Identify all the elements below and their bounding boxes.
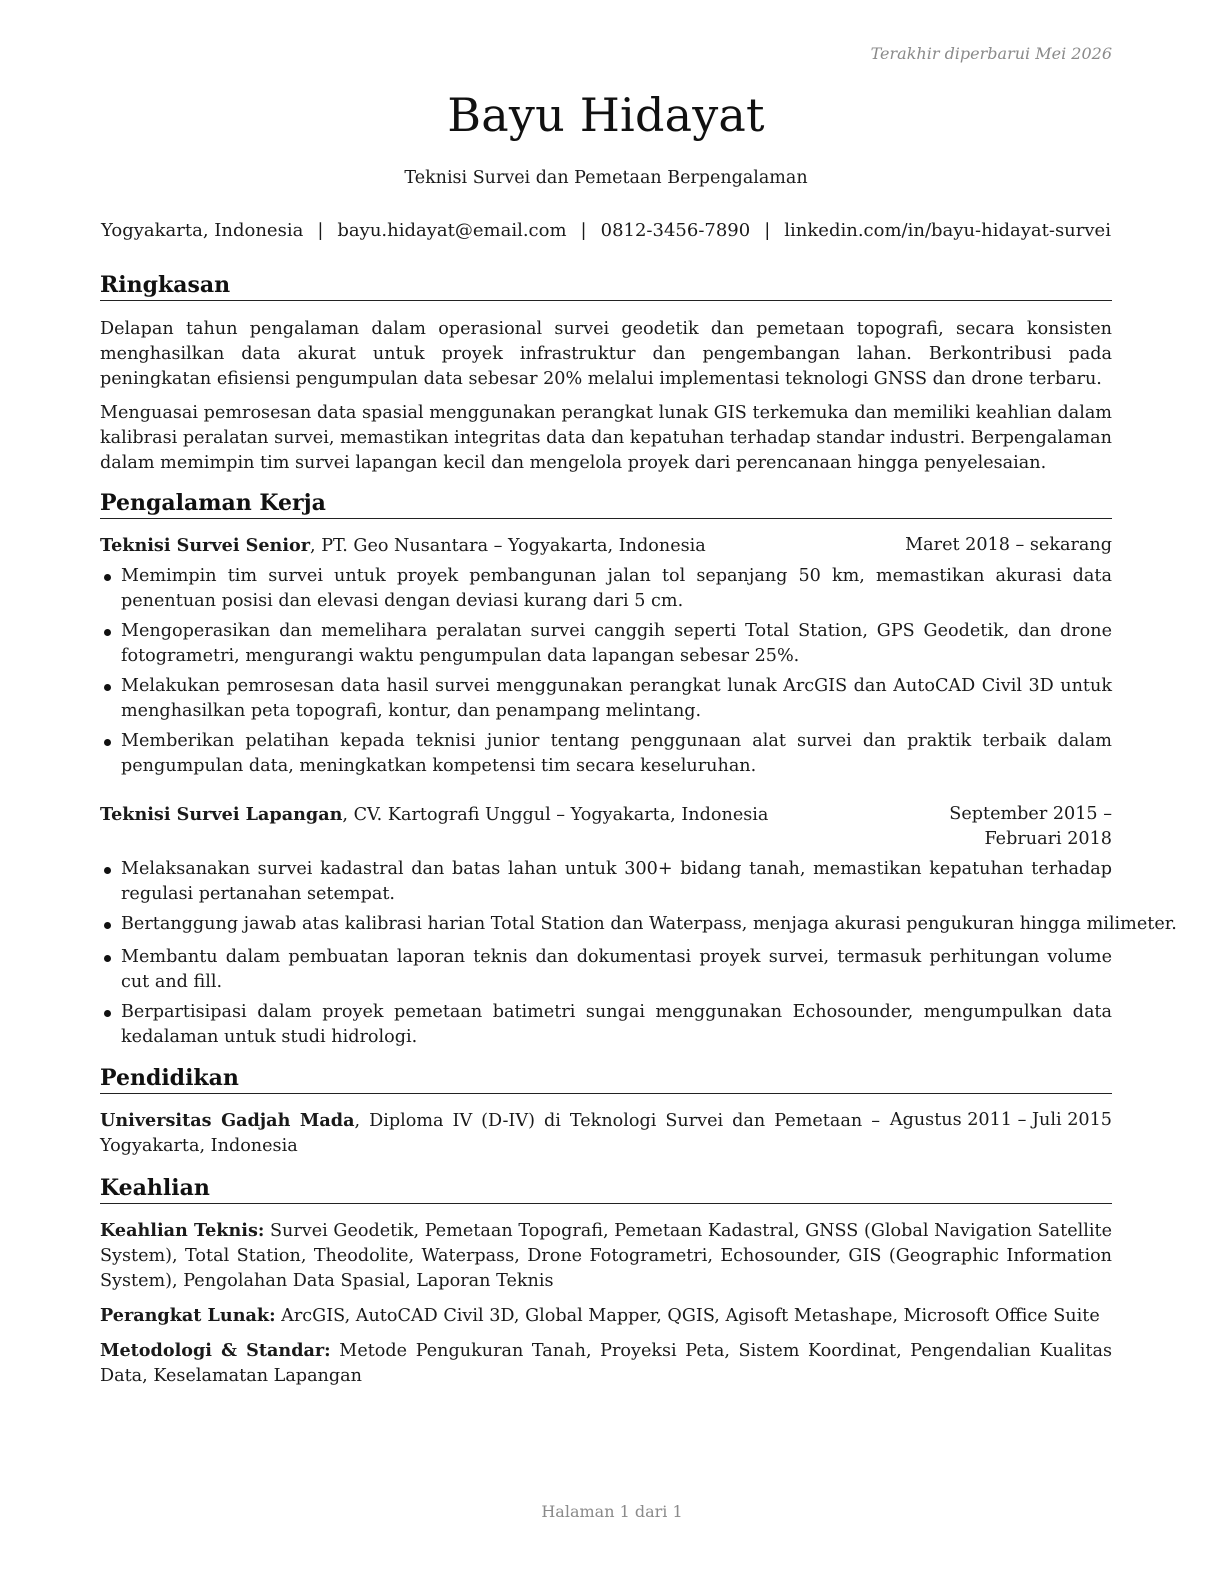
contact-separator: | — [764, 220, 771, 241]
last-updated: Terakhir diperbarui Mei 2026 — [870, 44, 1112, 63]
contact-separator: | — [317, 220, 324, 241]
job-entry — [100, 533, 1112, 779]
job-bullet: Melakukan pemrosesan data hasil survei menggunakan perangkat lunak ArcGIS dan AutoCAD Civil 3D untuk menghasilkan peta topografi, kontur, dan penampang melintang. — [100, 674, 1112, 724]
candidate-tagline: Teknisi Survei dan Pemetaan Berpengalaman — [404, 168, 808, 188]
contact-phone: 0812-3456-7890 — [600, 220, 751, 241]
contact-separator: | — [580, 220, 587, 241]
page-number: Halaman 1 dari 1 — [541, 1502, 683, 1521]
section-title-summary: Ringkasan — [100, 272, 1112, 301]
job-bullet: Memberikan pelatihan kepada teknisi junior tentang penggunaan alat survei dan praktik terbaik dalam pengumpulan data, meningkatkan kompetensi tim secara keseluruhan. — [100, 729, 1112, 779]
section-title-skills: Keahlian — [100, 1175, 1112, 1204]
education-school: Universitas Gadjah Mada — [100, 1110, 355, 1131]
skill-group-text: Survei Geodetik, Pemetaan Topografi, Pemetaan Kadastral, GNSS (Global Navigation Satellite System), Total Station, Theodolite, Waterpass, Drone Fotogrametri, Echosounder, GIS (Geographic Information System), Pengolahan Data Spasial, Laporan Teknis — [100, 1221, 1112, 1291]
skill-group — [100, 1303, 1112, 1329]
job-bullets — [100, 857, 1177, 1050]
job-bullet: Melaksanakan survei kadastral dan batas lahan untuk 300+ bidang tanah, memastikan kepatuhan terhadap regulasi pertanahan setempat. — [100, 857, 1112, 907]
job-company: , CV. Kartografi Unggul – Yogyakarta, Indonesia — [342, 805, 769, 825]
experience-section — [100, 490, 1177, 1050]
job-entry — [100, 802, 1177, 1050]
section-title-education: Pendidikan — [100, 1065, 1112, 1094]
contact-email[interactable]: bayu.hidayat@email.com — [337, 220, 567, 241]
job-header — [100, 533, 1112, 559]
job-header — [100, 802, 1112, 852]
job-bullet: Berpartisipasi dalam proyek pemetaan batimetri sungai menggunakan Echosounder, mengumpulkan data kedalaman untuk studi hidrologi. — [100, 1000, 1112, 1050]
job-bullet: Bertanggung jawab atas kalibrasi harian Total Station dan Waterpass, menjaga akurasi pengukuran hingga milimeter. — [100, 912, 1118, 937]
summary-paragraph: Menguasai pemrosesan data spasial menggunakan perangkat lunak GIS terkemuka dan memiliki keahlian dalam kalibrasi peralatan survei, memastikan integritas data dan kepatuhan terhadap standar industri. Berpengalaman dalam memimpin tim survei lapangan kecil dan mengelola proyek dari perencanaan hingga penyelesaian. — [100, 403, 1112, 473]
job-dates: September 2015 – Februari 2018 — [949, 804, 1112, 849]
job-company: , PT. Geo Nusantara – Yogyakarta, Indonesia — [310, 536, 706, 556]
skill-group-text: Metode Pengukuran Tanah, Proyeksi Peta, Sistem Koordinat, Pengendalian Kualitas Data, Keselamatan Lapangan — [100, 1341, 1112, 1386]
job-bullet: Memimpin tim survei untuk proyek pembangunan jalan tol sepanjang 50 km, memastikan akurasi data penentuan posisi dan elevasi dengan deviasi kurang dari 5 cm. — [100, 564, 1112, 614]
skill-group-label: Metodologi & Standar: — [100, 1340, 331, 1361]
candidate-name: Bayu Hidayat — [447, 88, 765, 142]
section-title-experience: Pengalaman Kerja — [100, 490, 1112, 519]
education-detail: , Diploma IV (D-IV) di Teknologi Survei dan Pemetaan – Yogyakarta, Indonesia — [100, 1111, 880, 1156]
job-role: Teknisi Survei Senior — [100, 535, 311, 556]
contact-location: Yogyakarta, Indonesia — [101, 220, 304, 241]
skill-group-label: Perangkat Lunak: — [100, 1305, 276, 1326]
contact-line — [86, 220, 1126, 241]
skill-group — [100, 1218, 1112, 1294]
summary-section — [100, 272, 1112, 476]
contact-linkedin[interactable]: linkedin.com/in/bayu-hidayat-survei — [784, 220, 1111, 241]
job-role: Teknisi Survei Lapangan — [100, 804, 343, 825]
job-bullet: Membantu dalam pembuatan laporan teknis dan dokumentasi proyek survei, termasuk perhitungan volume cut and fill. — [100, 945, 1112, 995]
job-bullet: Mengoperasikan dan memelihara peralatan survei canggih seperti Total Station, GPS Geodetik, dan drone fotogrametri, mengurangi waktu pengumpulan data lapangan sebesar 25%. — [100, 619, 1112, 669]
education-dates: Agustus 2011 – Juli 2015 — [889, 1110, 1112, 1130]
summary-paragraph: Delapan tahun pengalaman dalam operasional survei geodetik dan pemetaan topografi, secara konsisten menghasilkan data akurat untuk proyek infrastruktur dan pengembangan lahan. Berkontribusi pada peningkatan efisiensi pengumpulan data sebesar 20% melalui implementasi teknologi GNSS dan drone terbaru. — [100, 319, 1112, 389]
skill-group — [100, 1338, 1112, 1389]
skill-group-label: Keahlian Teknis: — [100, 1220, 265, 1241]
job-bullets — [100, 564, 1112, 779]
job-dates: Maret 2018 – sekarang — [905, 535, 1112, 555]
skill-group-text: ArcGIS, AutoCAD Civil 3D, Global Mapper, QGIS, Agisoft Metashape, Microsoft Office Suite — [275, 1306, 1100, 1326]
education-section — [100, 1065, 1112, 1159]
skills-section — [100, 1175, 1112, 1389]
education-entry — [100, 1108, 1112, 1159]
